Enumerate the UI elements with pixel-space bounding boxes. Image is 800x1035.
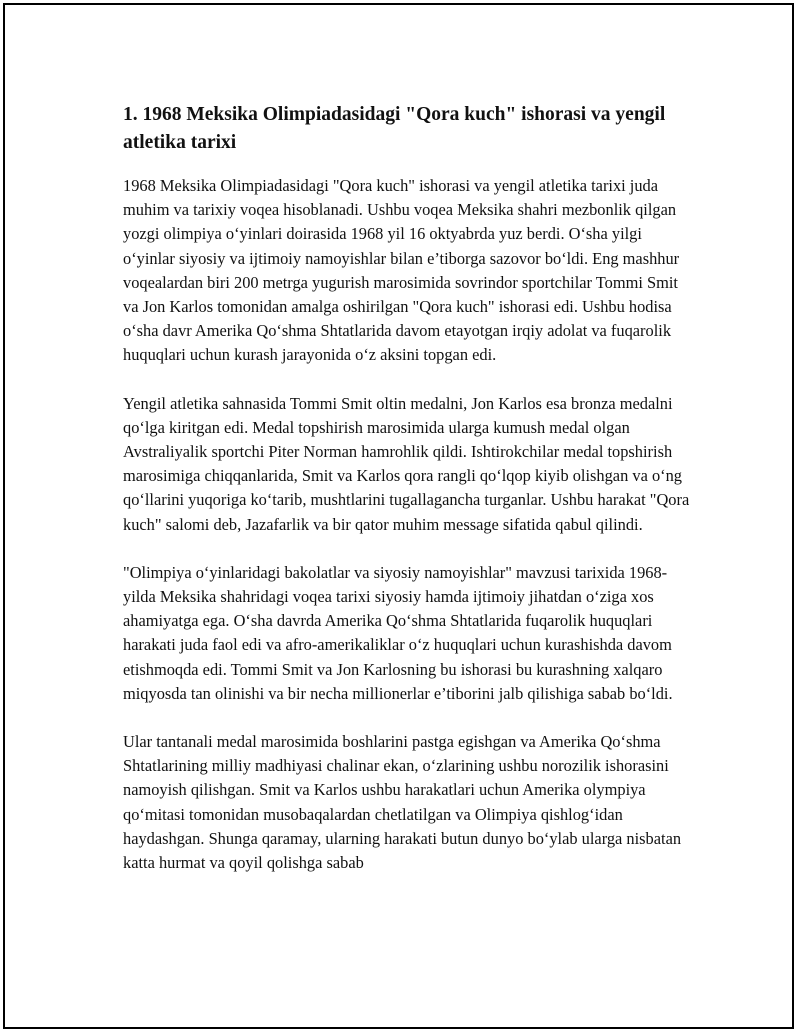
paragraph-1: 1968 Meksika Olimpiadasidagi "Qora kuch" ishorasi va yengil atletika tarixi juda muhim va tarixiy voqea hisoblanadi. Ushbu voqea Meksika shahri mezbonlik qilgan yozgi olimpiya o‘yinlari doirasida 1968 yil 16 oktyabrda yuz berdi. O‘sha yilgi o‘yinlar siyosiy va ijtimoiy namoyishlar bilan e’tiborga sazovor bo‘ldi. Eng mashhur voqealardan biri 200 metrga yugurish marosimida sovrindor sportchilar Tommi Smit va Jon Karlos tomonidan amalga oshirilgan "Qora kuch" ishorasi edi. Ushbu hodisa o‘sha davr Amerika Qo‘shma Shtatlarida davom etayotgan irqiy adolat va fuqarolik huquqlari uchun kurash jarayonida o‘z aksini topgan edi. [123,176,680,365]
paragraph-4: Ular tantanali medal marosimida boshlarini pastga egishgan va Amerika Qo‘shma Shtatlarining milliy madhiyasi chalinar ekan, o‘zlarining ushbu norozilik ishorasini namoyish qilishgan. Smit va Karlos ushbu harakatlari uchun Amerika olympiya qo‘mitasi tomonidan musobaqalardan chetlatilgan va Olimpiya qishlog‘idan haydashgan. Shunga qaramay, ularning harakati butun dunyo bo‘ylab ularga nisbatan katta hurmat va qoyil qolishga sabab [123,732,682,873]
page-frame [3,3,794,1029]
paragraph-3: "Olimpiya o‘yinlaridagi bakolatlar va siyosiy namoyishlar" mavzusi tarixida 1968-yilda Meksika shahridagi voqea tarixi siyosiy hamda ijtimoiy jihatdan o‘ziga xos ahamiyatga ega. O‘sha davrda Amerika Qo‘shma Shtatlarida fuqarolik huquqlari harakati juda faol edi va afro-amerikaliklar o‘z huquqlari uchun kurashishda davom etishmoqda edi. Tommi Smit va Jon Karlosning bu ishorasi bu kurashning xalqaro miqyosda tan olinishi va bir necha millionerlar e’tiborini jalb qilishiga sabab bo‘ldi. [123,562,673,703]
document-title: 1. 1968 Meksika Olimpiadasidagi "Qora kuch" ishorasi va yengil atletika tarixi [123,104,666,153]
paragraph-2: Yengil atletika sahnasida Tommi Smit oltin medalni, Jon Karlos esa bronza medalni qo‘lga kiritgan edi. Medal topshirish marosimida ularga kumush medal olgan Avstraliyalik sportchi Piter Norman hamrohlik qildi. Ishtirokchilar medal topshirish marosimiga chiqqanlarida, Smit va Karlos qora rangli qo‘lqop kiyib olishgan va o‘ng qo‘llarini yuqoriga ko‘tarib, mushtlarini tugallagancha turganlar. Ushbu harakat "Qora kuch" salomi deb, Jazafarlik va bir qator muhim message sifatida qabul qilindi. [123,393,690,534]
document-body [123,101,693,875]
